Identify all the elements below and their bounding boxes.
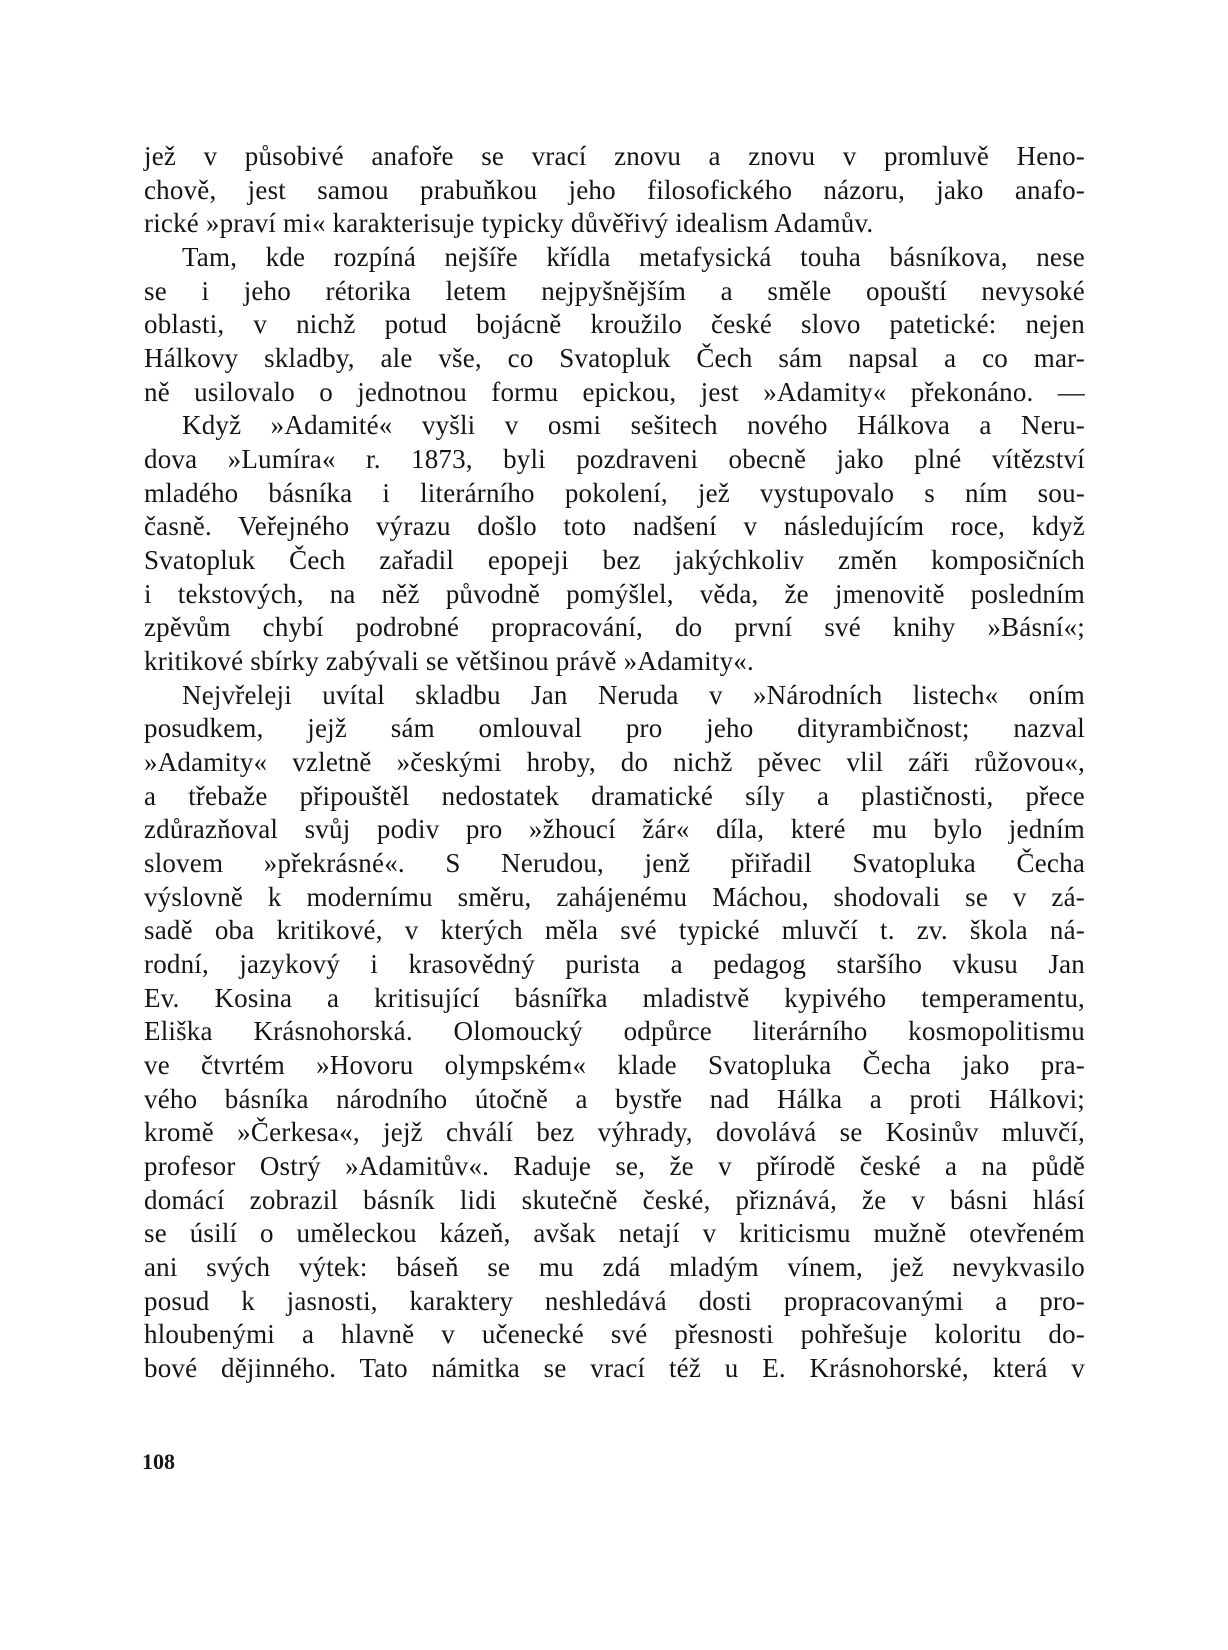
text-line: rické »praví mi« karakterisuje typicky důvěřivý idealism Adamův. (144, 208, 874, 238)
text-line: Tam, kde rozpíná nejšíře křídla metafysická touha básníkova, nese (182, 242, 1085, 272)
text-line: zdůrazňoval svůj podiv pro »žhoucí žár« díla, které mu bylo jedním (144, 814, 1085, 844)
text-line: Ev. Kosina a kritisující básnířka mladistvě kypivého temperamentu, (144, 983, 1085, 1013)
text-line: Svatopluk Čech zařadil epopeji bez jakýchkoliv změn komposičních (144, 545, 1085, 575)
text-line: časně. Veřejného výrazu došlo toto nadšení v následujícím roce, když (144, 511, 1085, 541)
text-line: bové dějinného. Tato námitka se vrací též u E. Krásnohorské, která v (144, 1353, 1085, 1383)
text-line: Nejvřeleji uvítal skladbu Jan Neruda v »Národních listech« oním (182, 680, 1085, 710)
text-line: vého básníka národního útočně a bystře nad Hálka a proti Hálkovi; (144, 1084, 1085, 1114)
text-line: rodní, jazykový i krasovědný purista a pedagog staršího vkusu Jan (144, 949, 1085, 979)
text-line: zpěvům chybí podrobné propracování, do první své knihy »Básní«; (144, 612, 1085, 642)
text-line: i tekstových, na něž původně pomýšlel, věda, že jmenovitě posledním (144, 579, 1085, 609)
text-line: Eliška Krásnohorská. Olomoucký odpůrce literárního kosmopolitismu (144, 1016, 1085, 1046)
text-line: sadě oba kritikové, v kterých měla své typické mluvčí t. zv. škola ná- (144, 915, 1085, 945)
text-line: mladého básníka i literárního pokolení, jež vystupovalo s ním sou- (144, 478, 1085, 508)
text-line: kromě »Čerkesa«, jejž chválí bez výhrady, dovolává se Kosinův mluvčí, (144, 1117, 1085, 1147)
text-line: jež v působivé anafoře se vrací znovu a znovu v promluvě Heno- (144, 141, 1085, 171)
text-line: ve čtvrtém »Hovoru olympském« klade Svatopluka Čecha jako pra- (144, 1050, 1085, 1080)
text-line: dova »Lumíra« r. 1873, byli pozdraveni obecně jako plné vítězství (144, 444, 1085, 474)
text-line: Když »Adamité« vyšli v osmi sešitech nového Hálkova a Neru- (182, 410, 1085, 440)
text-line: se i jeho rétorika letem nejpyšnějším a směle opouští nevysoké (144, 276, 1085, 306)
text-line: profesor Ostrý »Adamitův«. Raduje se, že v přírodě české a na půdě (144, 1151, 1085, 1181)
text-line: chově, jest samou prabuňkou jeho filosofického názoru, jako anafo- (144, 175, 1085, 205)
text-line: posudkem, jejž sám omlouval pro jeho dityrambičnost; nazval (144, 713, 1085, 743)
text-line: »Adamity« vzletně »českými hroby, do nichž pěvec vlil záři růžovou«, (144, 747, 1085, 777)
text-line: oblasti, v nichž potud bojácně kroužilo české slovo patetické: nejen (144, 309, 1085, 339)
text-line: výslovně k modernímu směru, zahájenému Máchou, shodovali se v zá- (144, 882, 1085, 912)
text-line: se úsilí o uměleckou kázeň, avšak netají v kriticismu mužně otevřeném (144, 1218, 1085, 1248)
text-line: ani svých výtek: báseň se mu zdá mladým vínem, jež nevykvasilo (144, 1252, 1085, 1282)
text-line: domácí zobrazil básník lidi skutečně české, přiznává, že v básni hlásí (144, 1185, 1085, 1215)
text-line: Hálkovy skladby, ale vše, co Svatopluk Čech sám napsal a co mar- (144, 343, 1085, 373)
text-line: ně usilovalo o jednotnou formu epickou, jest »Adamity« překonáno. — (144, 377, 1085, 407)
text-line: kritikové sbírky zabývali se většinou právě »Adamity«. (144, 646, 754, 676)
text-line: a třebaže připouštěl nedostatek dramatické síly a plastičnosti, přece (144, 781, 1085, 811)
page-number: 108 (142, 1449, 175, 1474)
text-line: hloubenými a hlavně v učenecké své přesnosti pohřešuje koloritu do- (144, 1319, 1085, 1349)
text-line: posud k jasnosti, karaktery neshledává dosti propracovanými a pro- (144, 1286, 1085, 1316)
text-line: slovem »překrásné«. S Nerudou, jenž přiřadil Svatopluka Čecha (144, 848, 1085, 878)
